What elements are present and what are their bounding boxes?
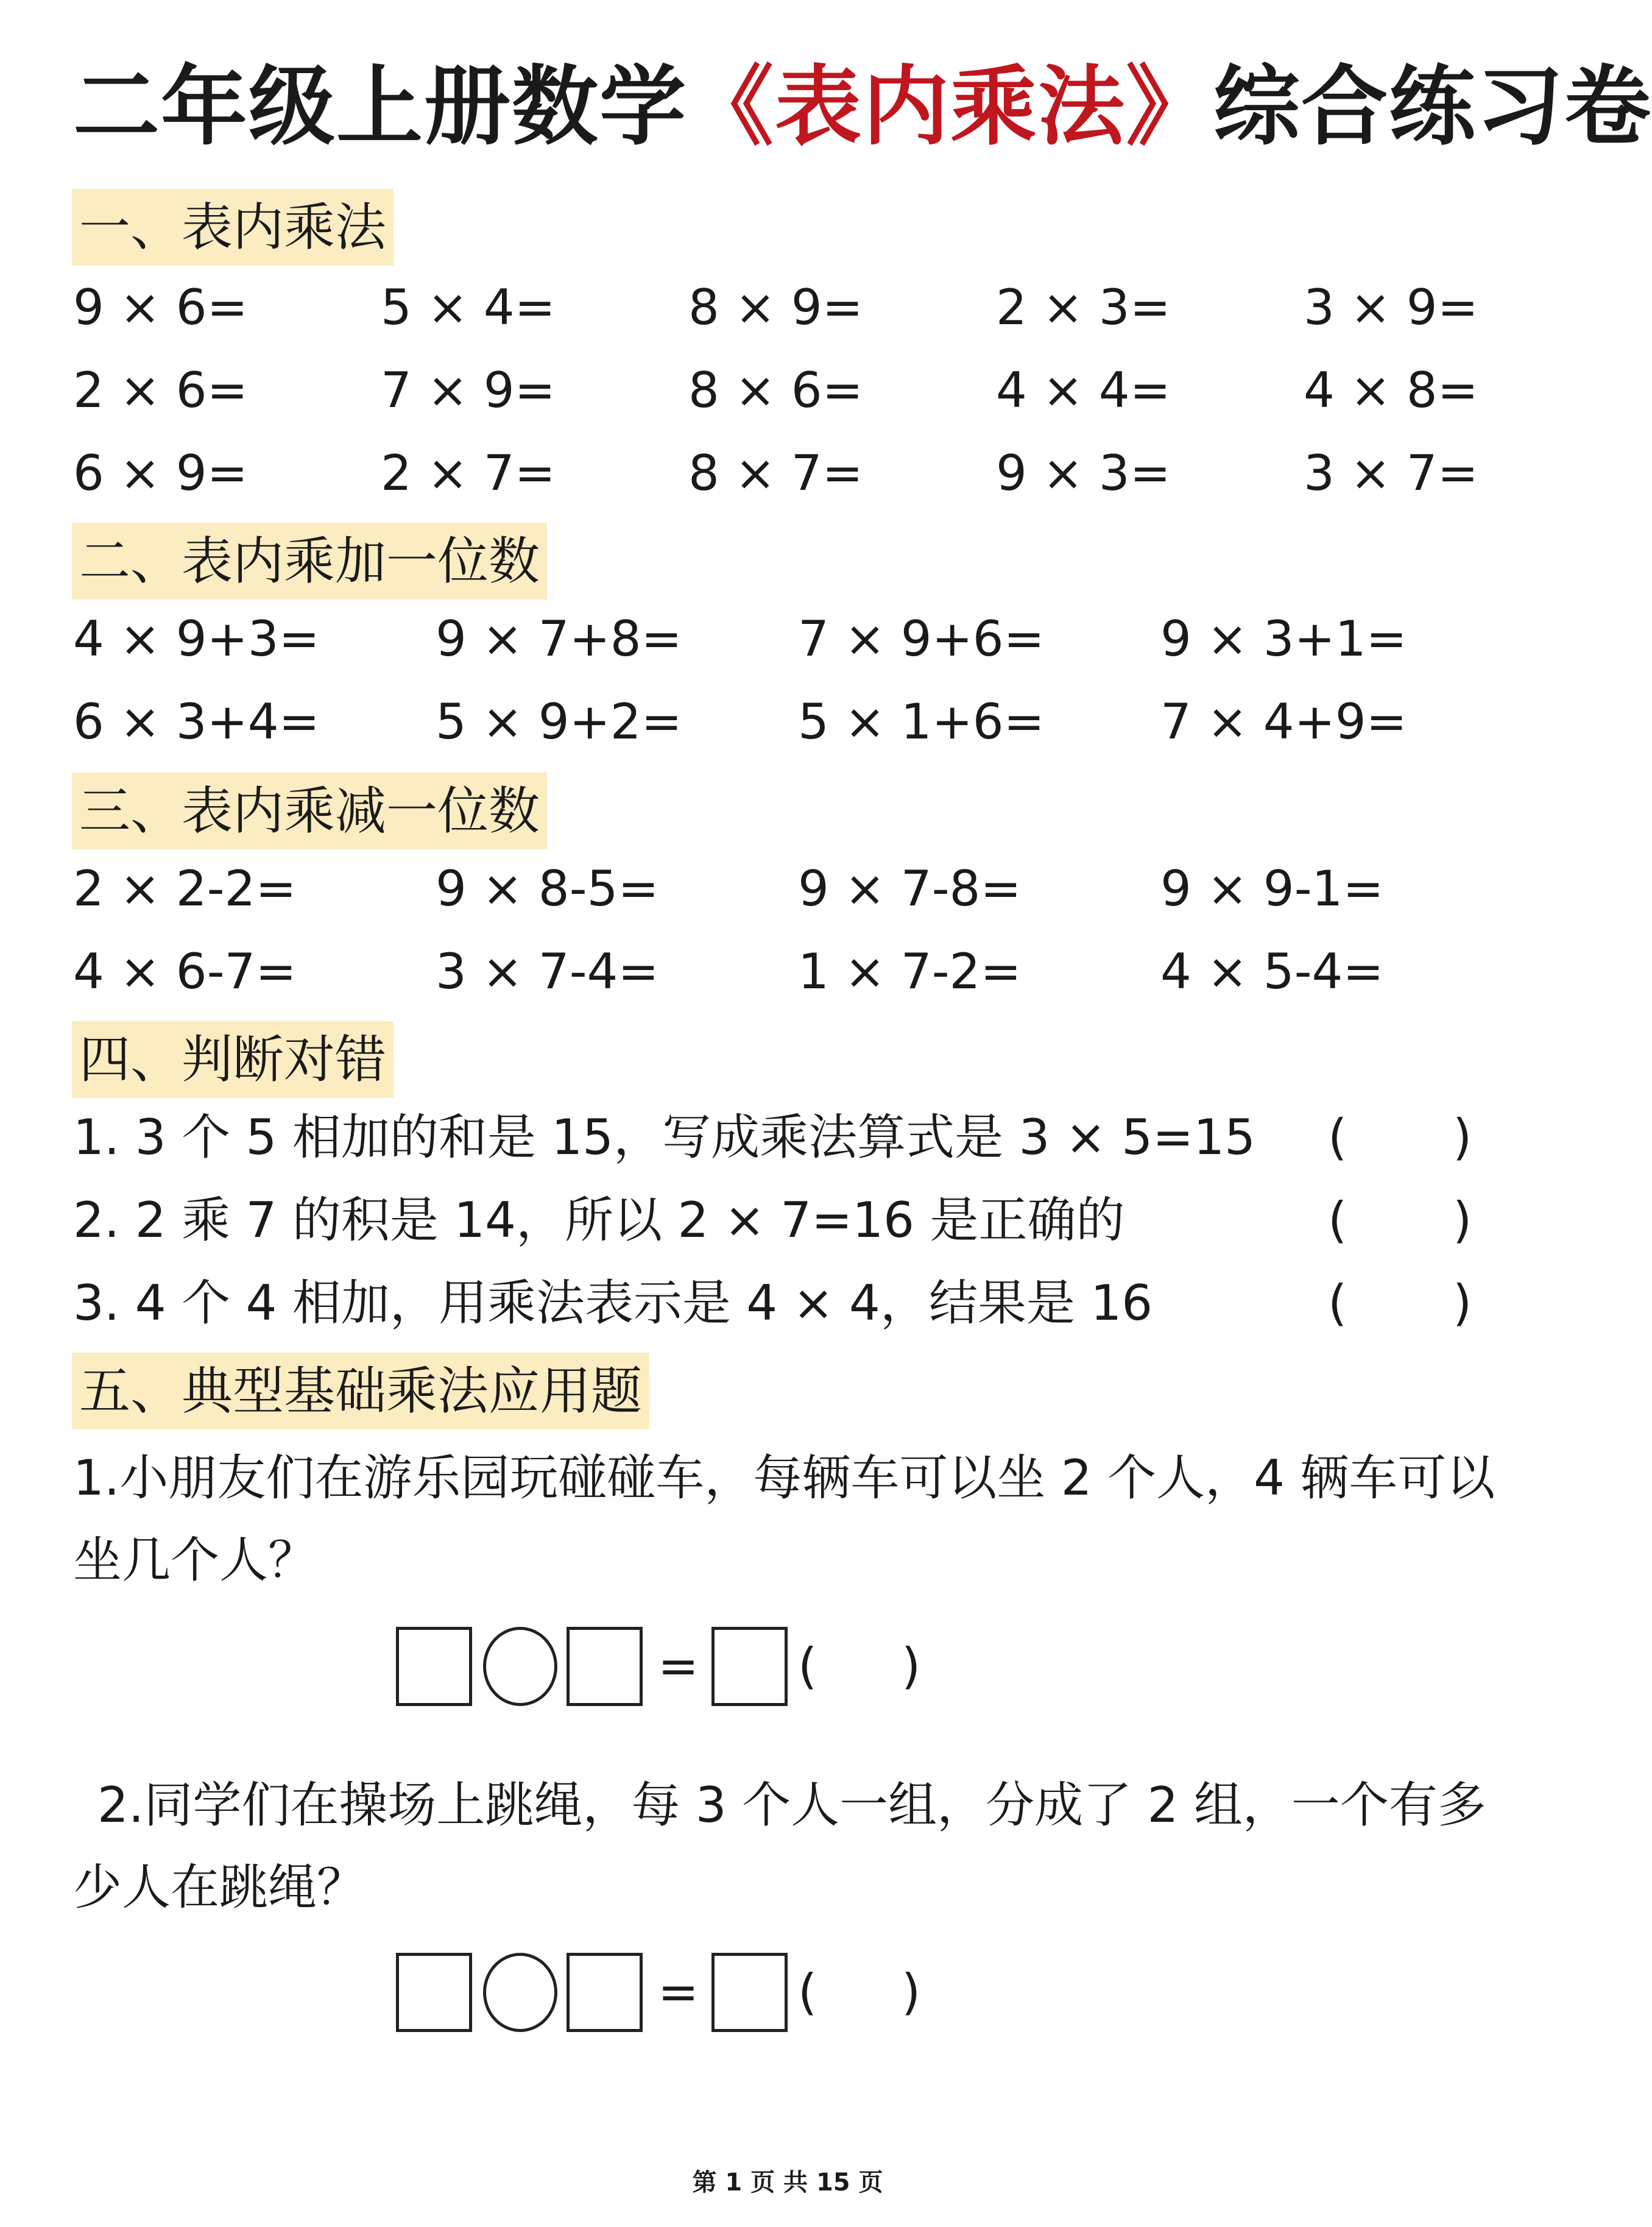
exercise-item: 2 × 7= xyxy=(381,445,556,501)
exercise-item: 5 × 1+6= xyxy=(798,693,1045,750)
exercise-item: 3 × 7= xyxy=(1304,445,1478,501)
exercise-item: 2 × 6= xyxy=(73,362,248,419)
title-prefix: 二年级上册数学 xyxy=(73,57,687,157)
exercise-item: 3 × 9= xyxy=(1304,279,1478,336)
exercise-row xyxy=(73,689,1511,756)
answer-box[interactable] xyxy=(396,1953,472,2032)
exercise-item: 9 × 9-1= xyxy=(1160,860,1384,917)
unit-paren-close: ) xyxy=(902,1964,921,2020)
exercise-item: 9 × 6= xyxy=(73,279,248,336)
answer-box[interactable] xyxy=(396,1627,472,1706)
answer-box[interactable] xyxy=(567,1627,643,1706)
page-title xyxy=(73,57,1652,157)
exercise-item: 9 × 7-8= xyxy=(798,860,1022,917)
exercise-item: 7 × 4+9= xyxy=(1160,693,1407,750)
exercise-item: 9 × 3= xyxy=(996,445,1171,501)
answer-paren-close: ) xyxy=(1453,1109,1472,1166)
equals-sign: = xyxy=(658,1638,699,1694)
exercise-row xyxy=(73,606,1511,673)
exercise-item: 5 × 4= xyxy=(381,279,556,336)
answer-paren-close: ) xyxy=(1453,1192,1472,1248)
word-problem: 1.小朋友们在游乐园玩碰碰车，每辆车可以坐 2 个人，4 辆车可以坐几个人？ xyxy=(73,1450,1495,1588)
title-suffix: 综合练习卷 xyxy=(1213,57,1652,157)
answer-paren-open[interactable]: ( xyxy=(1328,1192,1347,1248)
word-problem: 2.同学们在操场上跳绳，每 3 个人一组，分成了 2 组，一个有多少人在跳绳？ xyxy=(73,1777,1486,1916)
title-highlight: 《表内乘法》 xyxy=(687,57,1213,157)
result-box[interactable] xyxy=(711,1627,788,1706)
operator-circle[interactable] xyxy=(483,1953,557,2032)
exercise-item: 4 × 9+3= xyxy=(73,611,320,667)
exercise-item: 4 × 4= xyxy=(996,362,1171,419)
exercise-item: 4 × 6-7= xyxy=(73,943,297,1000)
unit-paren-close: ) xyxy=(902,1638,921,1694)
exercise-item: 9 × 7+8= xyxy=(436,611,682,667)
exercise-item: 8 × 9= xyxy=(688,279,863,336)
section-heading-3: 三、表内乘减一位数 xyxy=(72,773,547,849)
result-box[interactable] xyxy=(711,1953,788,2032)
exercise-row xyxy=(73,440,1511,507)
exercise-item: 9 × 3+1= xyxy=(1160,611,1407,667)
exercise-item: 2 × 3= xyxy=(996,279,1171,336)
answer-box[interactable] xyxy=(567,1953,643,2032)
unit-paren-open[interactable]: ( xyxy=(798,1964,817,2020)
exercise-item: 7 × 9+6= xyxy=(798,611,1045,667)
exercise-row xyxy=(73,274,1511,341)
exercise-item: 9 × 8-5= xyxy=(436,860,659,917)
exercise-item: 6 × 9= xyxy=(73,445,248,501)
page-footer: 第 1 页 共 15 页 xyxy=(692,2169,883,2197)
section-heading-5: 五、典型基础乘法应用题 xyxy=(72,1353,649,1429)
exercise-row xyxy=(73,938,1511,1005)
judgement-item: 1. 3 个 5 相加的和是 15，写成乘法算式是 3 × 5=15 xyxy=(73,1109,1256,1166)
exercise-row xyxy=(73,357,1511,424)
exercise-item: 5 × 9+2= xyxy=(436,693,682,750)
exercise-item: 4 × 8= xyxy=(1304,362,1478,419)
exercise-item: 3 × 7-4= xyxy=(436,943,659,1000)
unit-paren-open[interactable]: ( xyxy=(798,1638,817,1694)
operator-circle[interactable] xyxy=(483,1627,557,1706)
exercise-item: 4 × 5-4= xyxy=(1160,943,1384,1000)
judgement-item: 2. 2 乘 7 的积是 14，所以 2 × 7=16 是正确的 xyxy=(73,1192,1125,1248)
exercise-row xyxy=(73,855,1511,922)
exercise-item: 2 × 2-2= xyxy=(73,860,297,917)
equals-sign: = xyxy=(658,1964,699,2020)
section-heading-4: 四、判断对错 xyxy=(72,1021,394,1098)
answer-paren-open[interactable]: ( xyxy=(1328,1109,1347,1166)
exercise-item: 8 × 7= xyxy=(688,445,863,501)
exercise-item: 7 × 9= xyxy=(381,362,556,419)
answer-paren-open[interactable]: ( xyxy=(1328,1275,1347,1331)
section-heading-2: 二、表内乘加一位数 xyxy=(72,523,547,600)
exercise-item: 6 × 3+4= xyxy=(73,693,320,750)
exercise-item: 8 × 6= xyxy=(688,362,863,419)
judgement-item: 3. 4 个 4 相加，用乘法表示是 4 × 4，结果是 16 xyxy=(73,1275,1153,1331)
section-heading-1: 一、表内乘法 xyxy=(72,189,394,266)
answer-paren-close: ) xyxy=(1453,1275,1472,1331)
exercise-item: 1 × 7-2= xyxy=(798,943,1022,1000)
